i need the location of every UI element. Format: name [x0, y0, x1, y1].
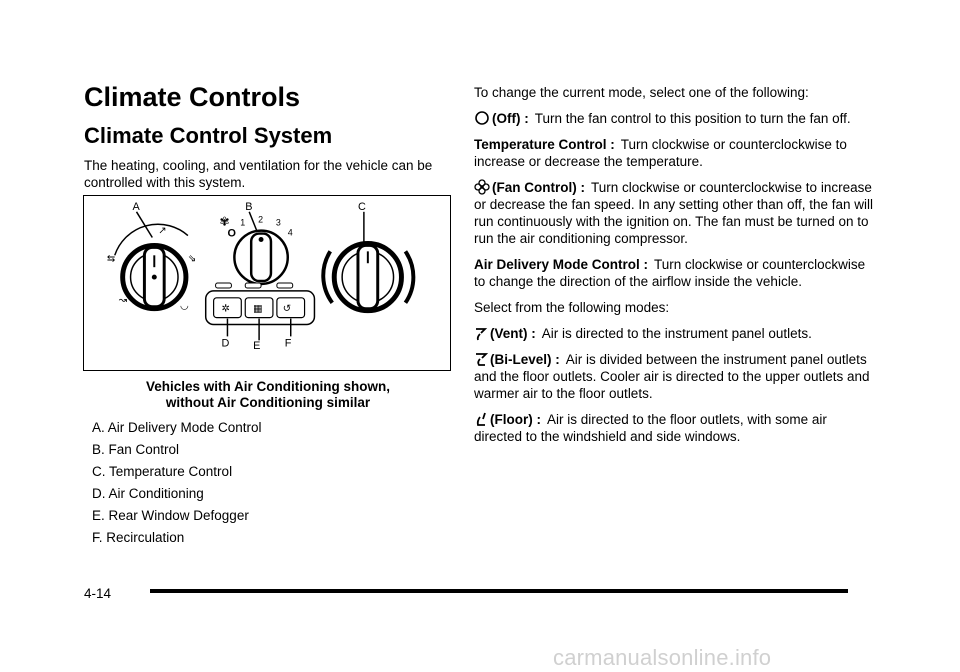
watermark: carmanualsonline.info: [553, 645, 772, 670]
fan-icon: ✾: [219, 214, 230, 229]
callout-e: E: [253, 340, 261, 353]
legend-item: D. Air Conditioning: [92, 486, 204, 501]
legend-item: E. Rear Window Defogger: [92, 508, 249, 523]
temperature-knob: [334, 243, 401, 310]
vent-icon: [474, 325, 488, 341]
button-panel: [206, 283, 315, 325]
temperature-definition: Temperature Control : Turn clockwise or counterclockwise to increase or decrease the temperature.: [474, 137, 847, 169]
off-definition: (Off) : Turn the fan control to this position to turn the fan off.: [474, 110, 874, 127]
callout-b-line: [249, 212, 257, 232]
legend-item: B. Fan Control: [92, 442, 180, 457]
bilevel-mode-icon: ⇆: [106, 253, 116, 265]
fan-definition: (Fan Control) : Turn clockwise or counterclockwise to increase or decrease the fan speed. In any setting other than off, the fan will run continuously with the ignition on. The fan must be turned on to run the air conditioning compressor.: [474, 180, 874, 246]
modes-column: [474, 84, 874, 454]
footer-rule: [150, 589, 848, 593]
recirculation-icon: ↺: [282, 303, 292, 315]
fan-speed-3: 3: [275, 217, 281, 228]
windshield-icon: ◡: [180, 300, 189, 312]
fan-icon: [474, 179, 490, 195]
modes-select-lead: Select from the following modes:: [474, 300, 670, 315]
callout-b: B: [245, 200, 253, 213]
vent-definition: (Vent) : Air is directed to the instrument panel outlets.: [474, 325, 874, 342]
fan-off-mark: O: [227, 227, 236, 240]
callout-d: D: [221, 337, 230, 350]
intro-paragraph: The heating, cooling, and ventilation for the vehicle can be controlled with this system.: [84, 158, 433, 190]
bilevel-icon: [474, 351, 488, 367]
bilevel-definition: (Bi-Level) : Air is divided between the instrument panel outlets and the floor outlets. Cooler air is directed to the upper outlets and warmer air to the floor outlets.: [474, 352, 870, 401]
climate-control-illustration: [83, 195, 451, 371]
fan-speed-4: 4: [287, 227, 293, 238]
section-title: Climate Control System: [84, 123, 333, 148]
page-title: Climate Controls: [84, 82, 301, 112]
fan-control-knob: [234, 231, 287, 284]
callout-a: A: [132, 200, 140, 213]
fan-speed-2: 2: [258, 214, 264, 225]
rear-defog-icon: ▦: [253, 303, 263, 315]
temp-scale-hot: [405, 251, 413, 302]
air-delivery-knob: [123, 245, 186, 308]
air-delivery-definition: Air Delivery Mode Control : Turn clockwise or counterclockwise to change the direction of the airflow inside the vehicle.: [474, 257, 866, 289]
legend-item: C. Temperature Control: [92, 464, 233, 479]
page-number: 4-14: [84, 586, 112, 601]
legend-item: A. Air Delivery Mode Control: [92, 420, 262, 435]
defrost-mode-icon: ↗: [158, 225, 167, 237]
modes-lead: To change the current mode, select one of the following:: [474, 85, 809, 100]
floor-mode-icon: ⇘: [187, 253, 197, 265]
vent-mode-icon: ↝: [118, 294, 127, 306]
callout-f: F: [284, 337, 292, 350]
temp-scale-cold: [323, 251, 332, 302]
ac-snowflake-icon: ✲: [221, 303, 230, 315]
off-circle-icon: [474, 110, 490, 126]
figure-caption: Vehicles with Air Conditioning shown, without Air Conditioning similar: [145, 379, 390, 410]
legend-item: F. Recirculation: [92, 530, 185, 545]
floor-icon: [474, 411, 488, 427]
callout-legend: [92, 419, 262, 551]
floor-definition: (Floor) : Air is directed to the floor outlets, with some air directed to the windshield and side windows.: [474, 412, 827, 444]
fan-speed-1: 1: [240, 217, 246, 228]
callout-c: C: [357, 200, 366, 213]
